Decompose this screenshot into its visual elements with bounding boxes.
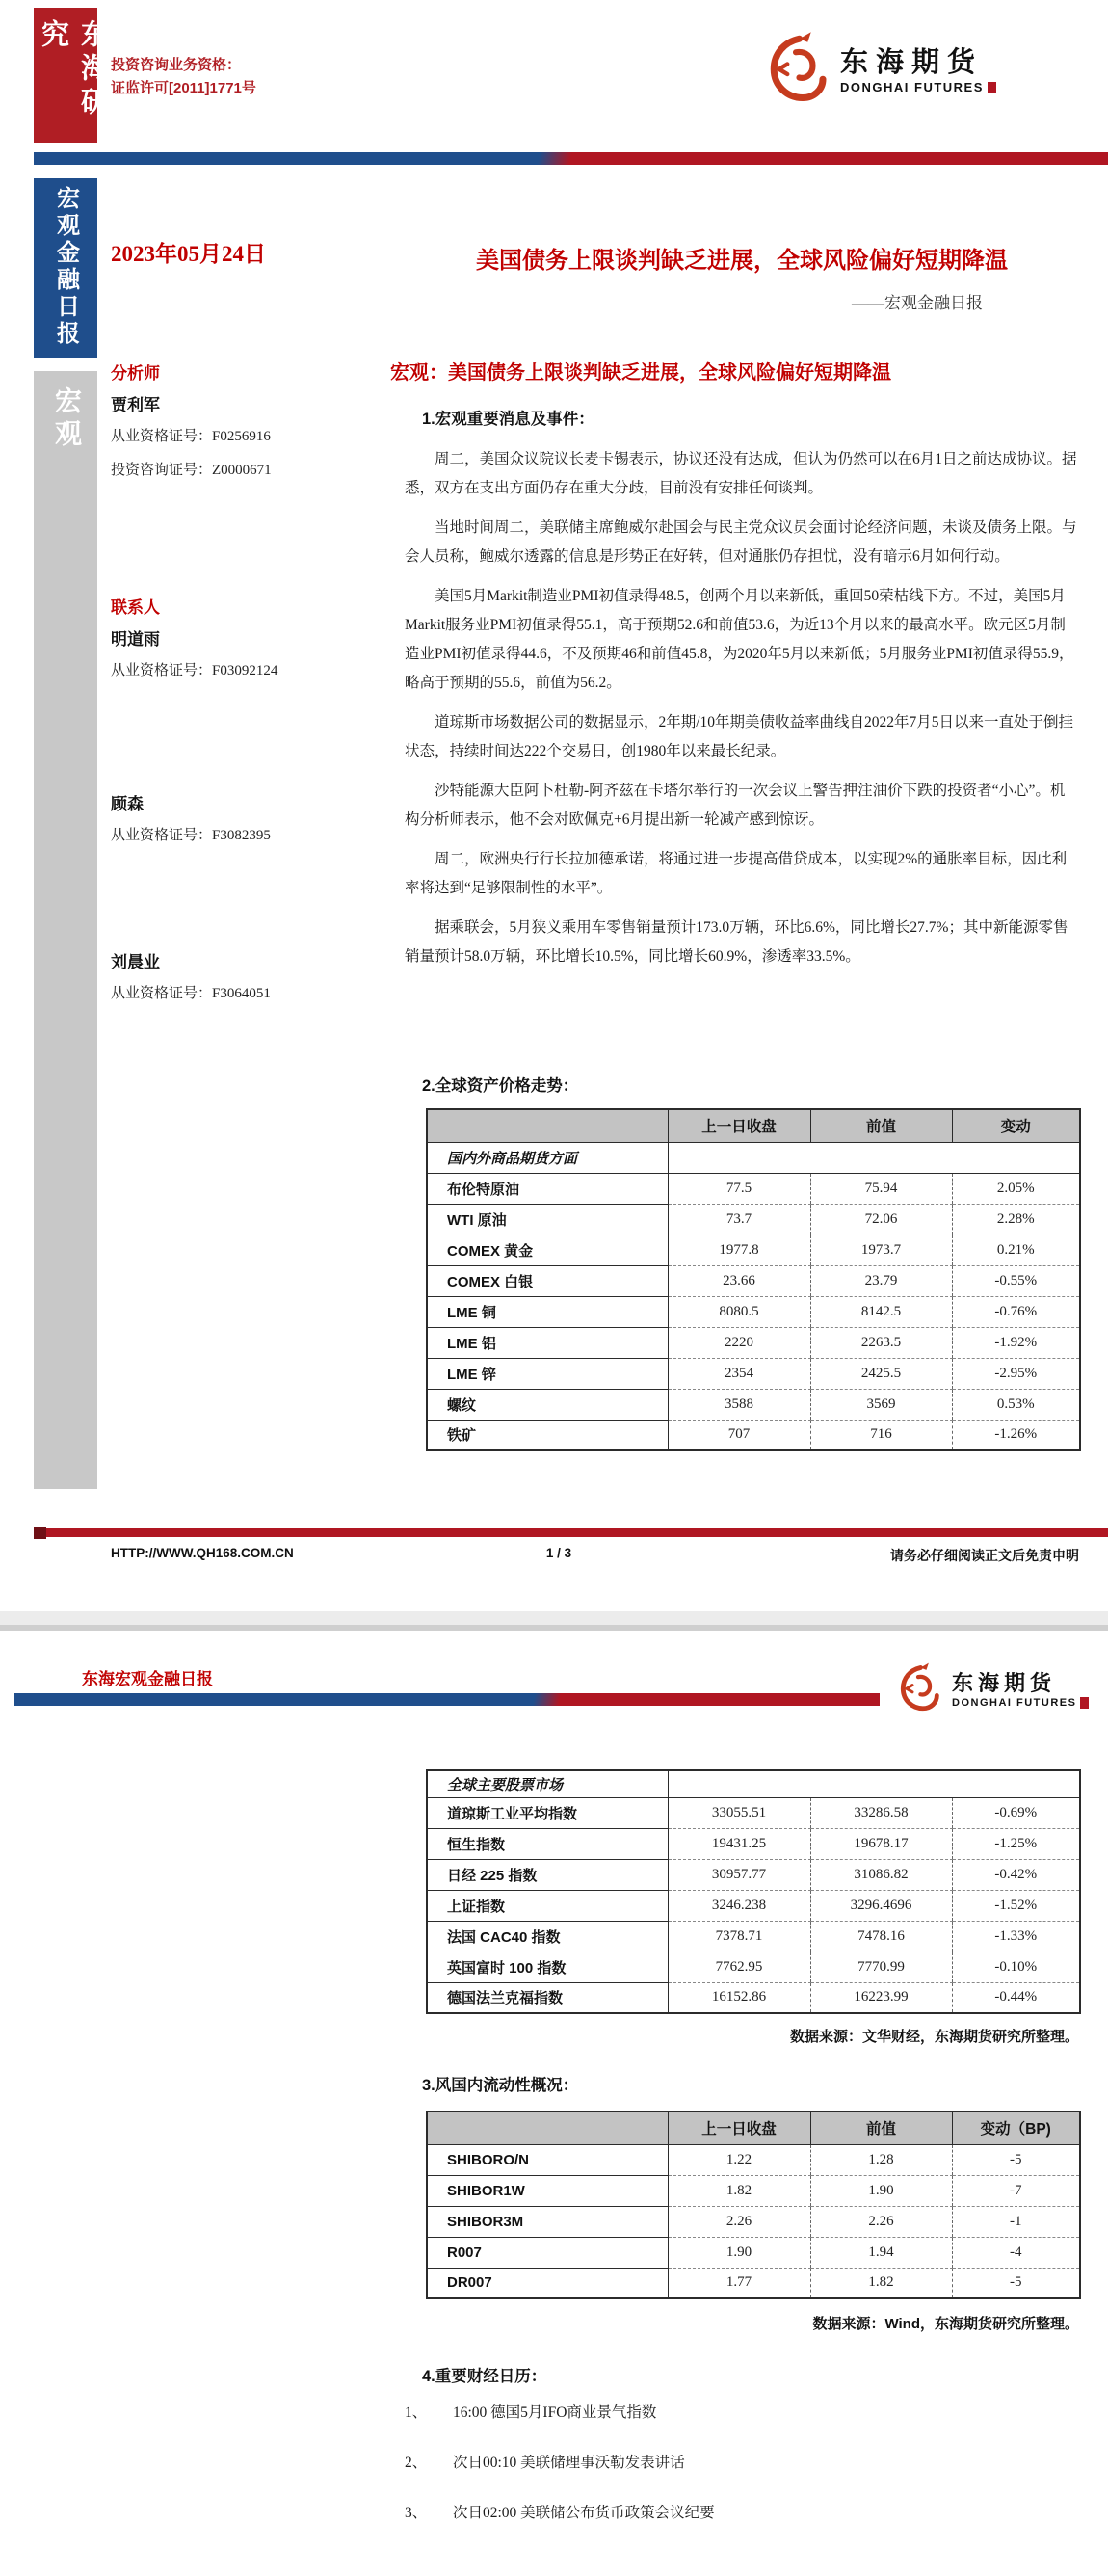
value-cell: 2263.5: [810, 1327, 952, 1358]
table-row: [427, 1828, 1080, 1859]
calendar-item-number: 2、: [405, 2455, 428, 2471]
value-cell: 16152.86: [668, 1982, 810, 2013]
section1-title: 1.宏观重要消息及事件：: [422, 411, 594, 428]
value-cell: 1.82: [810, 2268, 952, 2298]
value-cell: -1: [952, 2206, 1080, 2237]
row-label-cell: LME 铝: [427, 1327, 668, 1358]
calendar-item: [405, 2403, 1079, 2423]
value-cell: -1.26%: [952, 1420, 1080, 1450]
row-label-cell: 日经 225 指数: [427, 1859, 668, 1890]
value-cell: 23.79: [810, 1265, 952, 1296]
row-label-cell: COMEX 白银: [427, 1265, 668, 1296]
value-cell: 1.90: [810, 2175, 952, 2206]
group-row: [427, 1770, 1080, 1797]
header-cell-blank: [427, 2111, 668, 2144]
value-cell: -0.55%: [952, 1265, 1080, 1296]
header-cell-close: 上一日收盘: [668, 1109, 810, 1142]
row-label-cell: LME 锌: [427, 1358, 668, 1389]
table-row: [427, 1921, 1080, 1952]
value-cell: 2.26: [668, 2206, 810, 2237]
table-row: [427, 1859, 1080, 1890]
contact-section-label: 联系人: [111, 598, 160, 617]
body-paragraph: 据乘联会，5月狭义乘用车零售销量预计173.0万辆，环比6.6%，同比增长27.7%；其中新能源零售销量预计58.0万辆，环比增长10.5%，同比增长60.9%，渗透率33.5%。: [405, 919, 1068, 965]
contact-cert: 从业资格证号：F3082395: [111, 828, 271, 843]
body-paragraph: 道琼斯市场数据公司的数据显示，2年期/10年期美债收益率曲线自2022年7月5日以来一直处于倒挂状态，持续时间达222个交易日，创1980年以来最长纪录。: [405, 714, 1074, 759]
company-logo: [894, 1660, 1089, 1715]
value-cell: 707: [668, 1420, 810, 1450]
report-title: 美国债务上限谈判缺乏进展，全球风险偏好短期降温: [476, 249, 1008, 274]
sidebar-category-label: 宏观: [51, 386, 81, 452]
logo-text: [952, 1667, 1089, 1709]
row-label-cell: SHIBOR3M: [427, 2206, 668, 2237]
group-row: [427, 1142, 1080, 1173]
table-row: [427, 1265, 1080, 1296]
table-row: [427, 1797, 1080, 1828]
row-label-cell: 恒生指数: [427, 1828, 668, 1859]
value-cell: 2425.5: [810, 1358, 952, 1389]
calendar-item-text: 16:00 德国5月IFO商业景气指数: [453, 2404, 657, 2421]
row-label-cell: 道琼斯工业平均指数: [427, 1797, 668, 1828]
body-paragraph: 美国5月Markit制造业PMI初值录得48.5，创两个月以来新低，重回50荣枯线下方。不过，美国5月Markit服务业PMI初值录得55.1，高于预期52.6和前值53.6，为近13个月以来的最高水平。欧元区5月制造业PMI初值录得44.6，不及预期46和前值45.8，为2020年5月以来新低；5月服务业PMI初值录得55.9，略高于预期的55.6，前值为56.2。: [405, 588, 1074, 691]
news-paragraphs: [405, 445, 1077, 982]
value-cell: 8080.5: [668, 1296, 810, 1327]
value-cell: -0.10%: [952, 1952, 1080, 1982]
value-cell: 1.82: [668, 2175, 810, 2206]
value-cell: 2.26: [810, 2206, 952, 2237]
section4-title: 4.重要财经日历：: [422, 2368, 547, 2385]
value-cell: 72.06: [810, 1204, 952, 1235]
body-paragraph: 周二，美国众议院议长麦卡锡表示，协议还没有达成，但认为仍然可以在6月1日之前达成协议。据悉，双方在支出方面仍存在重大分歧，目前没有安排任何谈判。: [405, 451, 1077, 496]
sidebar-reporttype-label: 宏观金融日报: [52, 186, 78, 348]
logo-text: [840, 40, 996, 94]
company-logo: [761, 27, 996, 108]
value-cell: -1.92%: [952, 1327, 1080, 1358]
value-cell: 716: [810, 1420, 952, 1450]
value-cell: 2.05%: [952, 1173, 1080, 1204]
table-row: [427, 1952, 1080, 1982]
value-cell: -1.33%: [952, 1921, 1080, 1952]
macro-section-header: 宏观：美国债务上限谈判缺乏进展，全球风险偏好短期降温: [390, 362, 891, 384]
sidebar-research-block: [34, 8, 108, 143]
value-cell: 1.22: [668, 2144, 810, 2175]
value-cell: 0.21%: [952, 1235, 1080, 1265]
global-stock-market-table: [426, 1769, 1081, 2014]
header-cell-prev: 前值: [810, 1109, 952, 1142]
table-row: [427, 1235, 1080, 1265]
value-cell: 73.7: [668, 1204, 810, 1235]
value-cell: -0.42%: [952, 1859, 1080, 1890]
footer-accent-square: [34, 1527, 46, 1539]
value-cell: 77.5: [668, 1173, 810, 1204]
dragon-logo-icon: [894, 1660, 942, 1715]
value-cell: 8142.5: [810, 1296, 952, 1327]
table-row: [427, 1327, 1080, 1358]
value-cell: 7762.95: [668, 1952, 810, 1982]
row-label-cell: 上证指数: [427, 1890, 668, 1921]
row-label-cell: 德国法兰克福指数: [447, 1990, 564, 2007]
page2-header-divider-bar: [14, 1693, 880, 1706]
group-fill: [668, 1142, 1080, 1173]
value-cell: 1.90: [668, 2237, 810, 2268]
value-cell: -0.44%: [952, 1982, 1080, 2013]
table-row: [427, 2144, 1080, 2175]
section2-title: 2.全球资产价格走势：: [422, 1077, 579, 1095]
value-cell: 31086.82: [810, 1859, 952, 1890]
value-cell: 2.28%: [952, 1204, 1080, 1235]
row-label-cell: LME 铜: [427, 1296, 668, 1327]
logo-company-name: 东海期货: [840, 47, 984, 78]
value-cell: -5: [952, 2144, 1080, 2175]
table-row: [427, 1204, 1080, 1235]
table-row: [427, 1389, 1080, 1420]
table-header-row: [427, 2111, 1080, 2144]
report-subtitle: ——宏观金融日报: [852, 294, 983, 312]
value-cell: -1.25%: [952, 1828, 1080, 1859]
table-row: [427, 1982, 1080, 2013]
table-row: [427, 1358, 1080, 1389]
header-cell-change-bp: 变动（BP): [952, 2111, 1080, 2144]
footer-page-number: 1 / 3: [545, 1546, 572, 1560]
value-cell: 1.28: [810, 2144, 952, 2175]
row-label-cell: DR007: [447, 2274, 492, 2292]
logo-company-name-en: DONGHAI FUTURES: [952, 1696, 1077, 1709]
header-divider-bar: [34, 152, 1108, 165]
group-label: 全球主要股票市场: [427, 1770, 668, 1797]
row-label-cell: 螺纹: [427, 1389, 668, 1420]
value-cell: -0.76%: [952, 1296, 1080, 1327]
logo-red-square: [988, 82, 996, 93]
row-label-cell: R007: [427, 2237, 668, 2268]
logo-company-name-en: DONGHAI FUTURES: [840, 80, 984, 94]
table-row: [427, 2237, 1080, 2268]
value-cell: 3296.4696: [810, 1890, 952, 1921]
value-cell: 0.53%: [952, 1389, 1080, 1420]
body-paragraph: 周二，欧洲央行行长拉加德承诺，将通过进一步提高借贷成本，以实现2%的通胀率目标，因此利率将达到“足够限制性的水平”。: [405, 851, 1068, 896]
header-cell-close: 上一日收盘: [668, 2111, 810, 2144]
value-cell: 3569: [810, 1389, 952, 1420]
calendar-item-text: 次日02:00 美联储公布货币政策会议纪要: [453, 2505, 715, 2521]
contact-cert: 从业资格证号：F03092124: [111, 663, 278, 678]
calendar-item-text: 次日00:10 美联储理事沃勒发表讲话: [453, 2455, 685, 2471]
value-cell: 33055.51: [668, 1797, 810, 1828]
license-block: [111, 54, 256, 100]
value-cell: 3246.238: [668, 1890, 810, 1921]
value-cell: 2220: [668, 1327, 810, 1358]
value-cell: 7770.99: [810, 1952, 952, 1982]
group-fill: [668, 1770, 1080, 1797]
row-label-cell: 布伦特原油: [427, 1173, 668, 1204]
row-label-cell: WTI 原油: [427, 1204, 668, 1235]
value-cell: 7478.16: [810, 1921, 952, 1952]
calendar-item-number: 3、: [405, 2505, 428, 2521]
data-source-note: 数据来源：Wind，东海期货研究所整理。: [812, 2316, 1079, 2332]
group-label: 国内外商品期货方面: [427, 1142, 668, 1173]
value-cell: -7: [952, 2175, 1080, 2206]
analyst-name: 贾利军: [111, 396, 160, 414]
row-label-cell: 法国 CAC40 指数: [427, 1921, 668, 1952]
footer-disclaimer: 请务必仔细阅读正文后免责申明: [890, 1548, 1079, 1563]
table-row: [427, 1890, 1080, 1921]
contact-name: 顾森: [111, 795, 144, 813]
header-cell-change: 变动: [952, 1109, 1080, 1142]
value-cell: 1973.7: [810, 1235, 952, 1265]
sidebar-reporttype-block: [34, 178, 97, 358]
footer-divider-line: [46, 1528, 1108, 1537]
calendar-item: [405, 2454, 1079, 2473]
contact-name: 刘晨业: [111, 953, 160, 971]
body-paragraph: 当地时间周二，美联储主席鲍威尔赴国会与民主党众议员会面讨论经济问题，未谈及债务上限。与会人员称，鲍威尔透露的信息是形势正在好转，但对通胀仍存担忧，没有暗示6月如何行动。: [405, 519, 1077, 565]
contact-name: 明道雨: [111, 630, 160, 649]
data-source-note: 数据来源：文华财经，东海期货研究所整理。: [789, 2029, 1079, 2045]
logo-company-name: 东海期货: [952, 1670, 1057, 1695]
analyst-cert-2: 投资咨询证号：Z0000671: [111, 463, 272, 478]
value-cell: -5: [952, 2268, 1080, 2298]
header-cell-prev: 前值: [810, 2111, 952, 2144]
value-cell: -4: [952, 2237, 1080, 2268]
contact-cert: 从业资格证号：F3064051: [111, 986, 271, 1001]
value-cell: 7378.71: [668, 1921, 810, 1952]
table-row: [427, 1173, 1080, 1204]
table-header-row: [427, 1109, 1080, 1142]
table-row: [427, 1420, 1080, 1450]
value-cell: 19678.17: [810, 1828, 952, 1859]
page-separator: [0, 1611, 1108, 1631]
row-label-cell: SHIBORO/N: [427, 2144, 668, 2175]
global-asset-price-table: [426, 1108, 1081, 1451]
row-label-cell: COMEX 黄金: [427, 1235, 668, 1265]
table-row: [427, 2268, 1080, 2298]
logo-red-square: [1080, 1697, 1089, 1709]
report-date: 2023年05月24日: [111, 242, 266, 266]
domestic-liquidity-table: [426, 2111, 1081, 2299]
value-cell: -1.52%: [952, 1890, 1080, 1921]
value-cell: 23.66: [668, 1265, 810, 1296]
value-cell: 33286.58: [810, 1797, 952, 1828]
value-cell: 2354: [668, 1358, 810, 1389]
row-label-cell: SHIBOR1W: [427, 2175, 668, 2206]
footer-website-url: HTTP://WWW.QH168.COM.CN: [111, 1546, 294, 1560]
value-cell: 1977.8: [668, 1235, 810, 1265]
table-row: [427, 2206, 1080, 2237]
financial-calendar-list: [405, 2403, 1079, 2554]
row-label-cell: 铁矿: [447, 1427, 477, 1445]
sidebar-research-label: 东海研究: [38, 19, 108, 120]
value-cell: -2.95%: [952, 1358, 1080, 1389]
analyst-section-label: 分析师: [111, 364, 160, 383]
section3-title: 3.风国内流动性概况：: [422, 2077, 579, 2094]
calendar-item-number: 1、: [405, 2404, 428, 2421]
body-paragraph: 沙特能源大臣阿卜杜勒-阿齐兹在卡塔尔举行的一次会议上警告押注油价下跌的投资者“小心”。机构分析师表示，他不会对欧佩克+6月提出新一轮减产感到惊讶。: [405, 783, 1066, 828]
value-cell: 30957.77: [668, 1859, 810, 1890]
value-cell: 16223.99: [810, 1982, 952, 2013]
calendar-item: [405, 2504, 1079, 2523]
value-cell: 1.77: [668, 2268, 810, 2298]
header-cell-blank: [427, 1109, 668, 1142]
license-line2: 证监许可[2011]1771号: [111, 80, 256, 96]
row-label-cell: 英国富时 100 指数: [427, 1952, 668, 1982]
value-cell: -0.69%: [952, 1797, 1080, 1828]
page2-header-title: 东海宏观金融日报: [82, 1670, 213, 1688]
value-cell: 19431.25: [668, 1828, 810, 1859]
table-row: [427, 1296, 1080, 1327]
value-cell: 3588: [668, 1389, 810, 1420]
value-cell: 1.94: [810, 2237, 952, 2268]
analyst-cert-1: 从业资格证号：F0256916: [111, 429, 271, 444]
license-line1: 投资咨询业务资格：: [111, 57, 242, 73]
table-row: [427, 2175, 1080, 2206]
sidebar-category-block: [34, 371, 97, 1489]
value-cell: 75.94: [810, 1173, 952, 1204]
dragon-logo-icon: [761, 27, 831, 108]
